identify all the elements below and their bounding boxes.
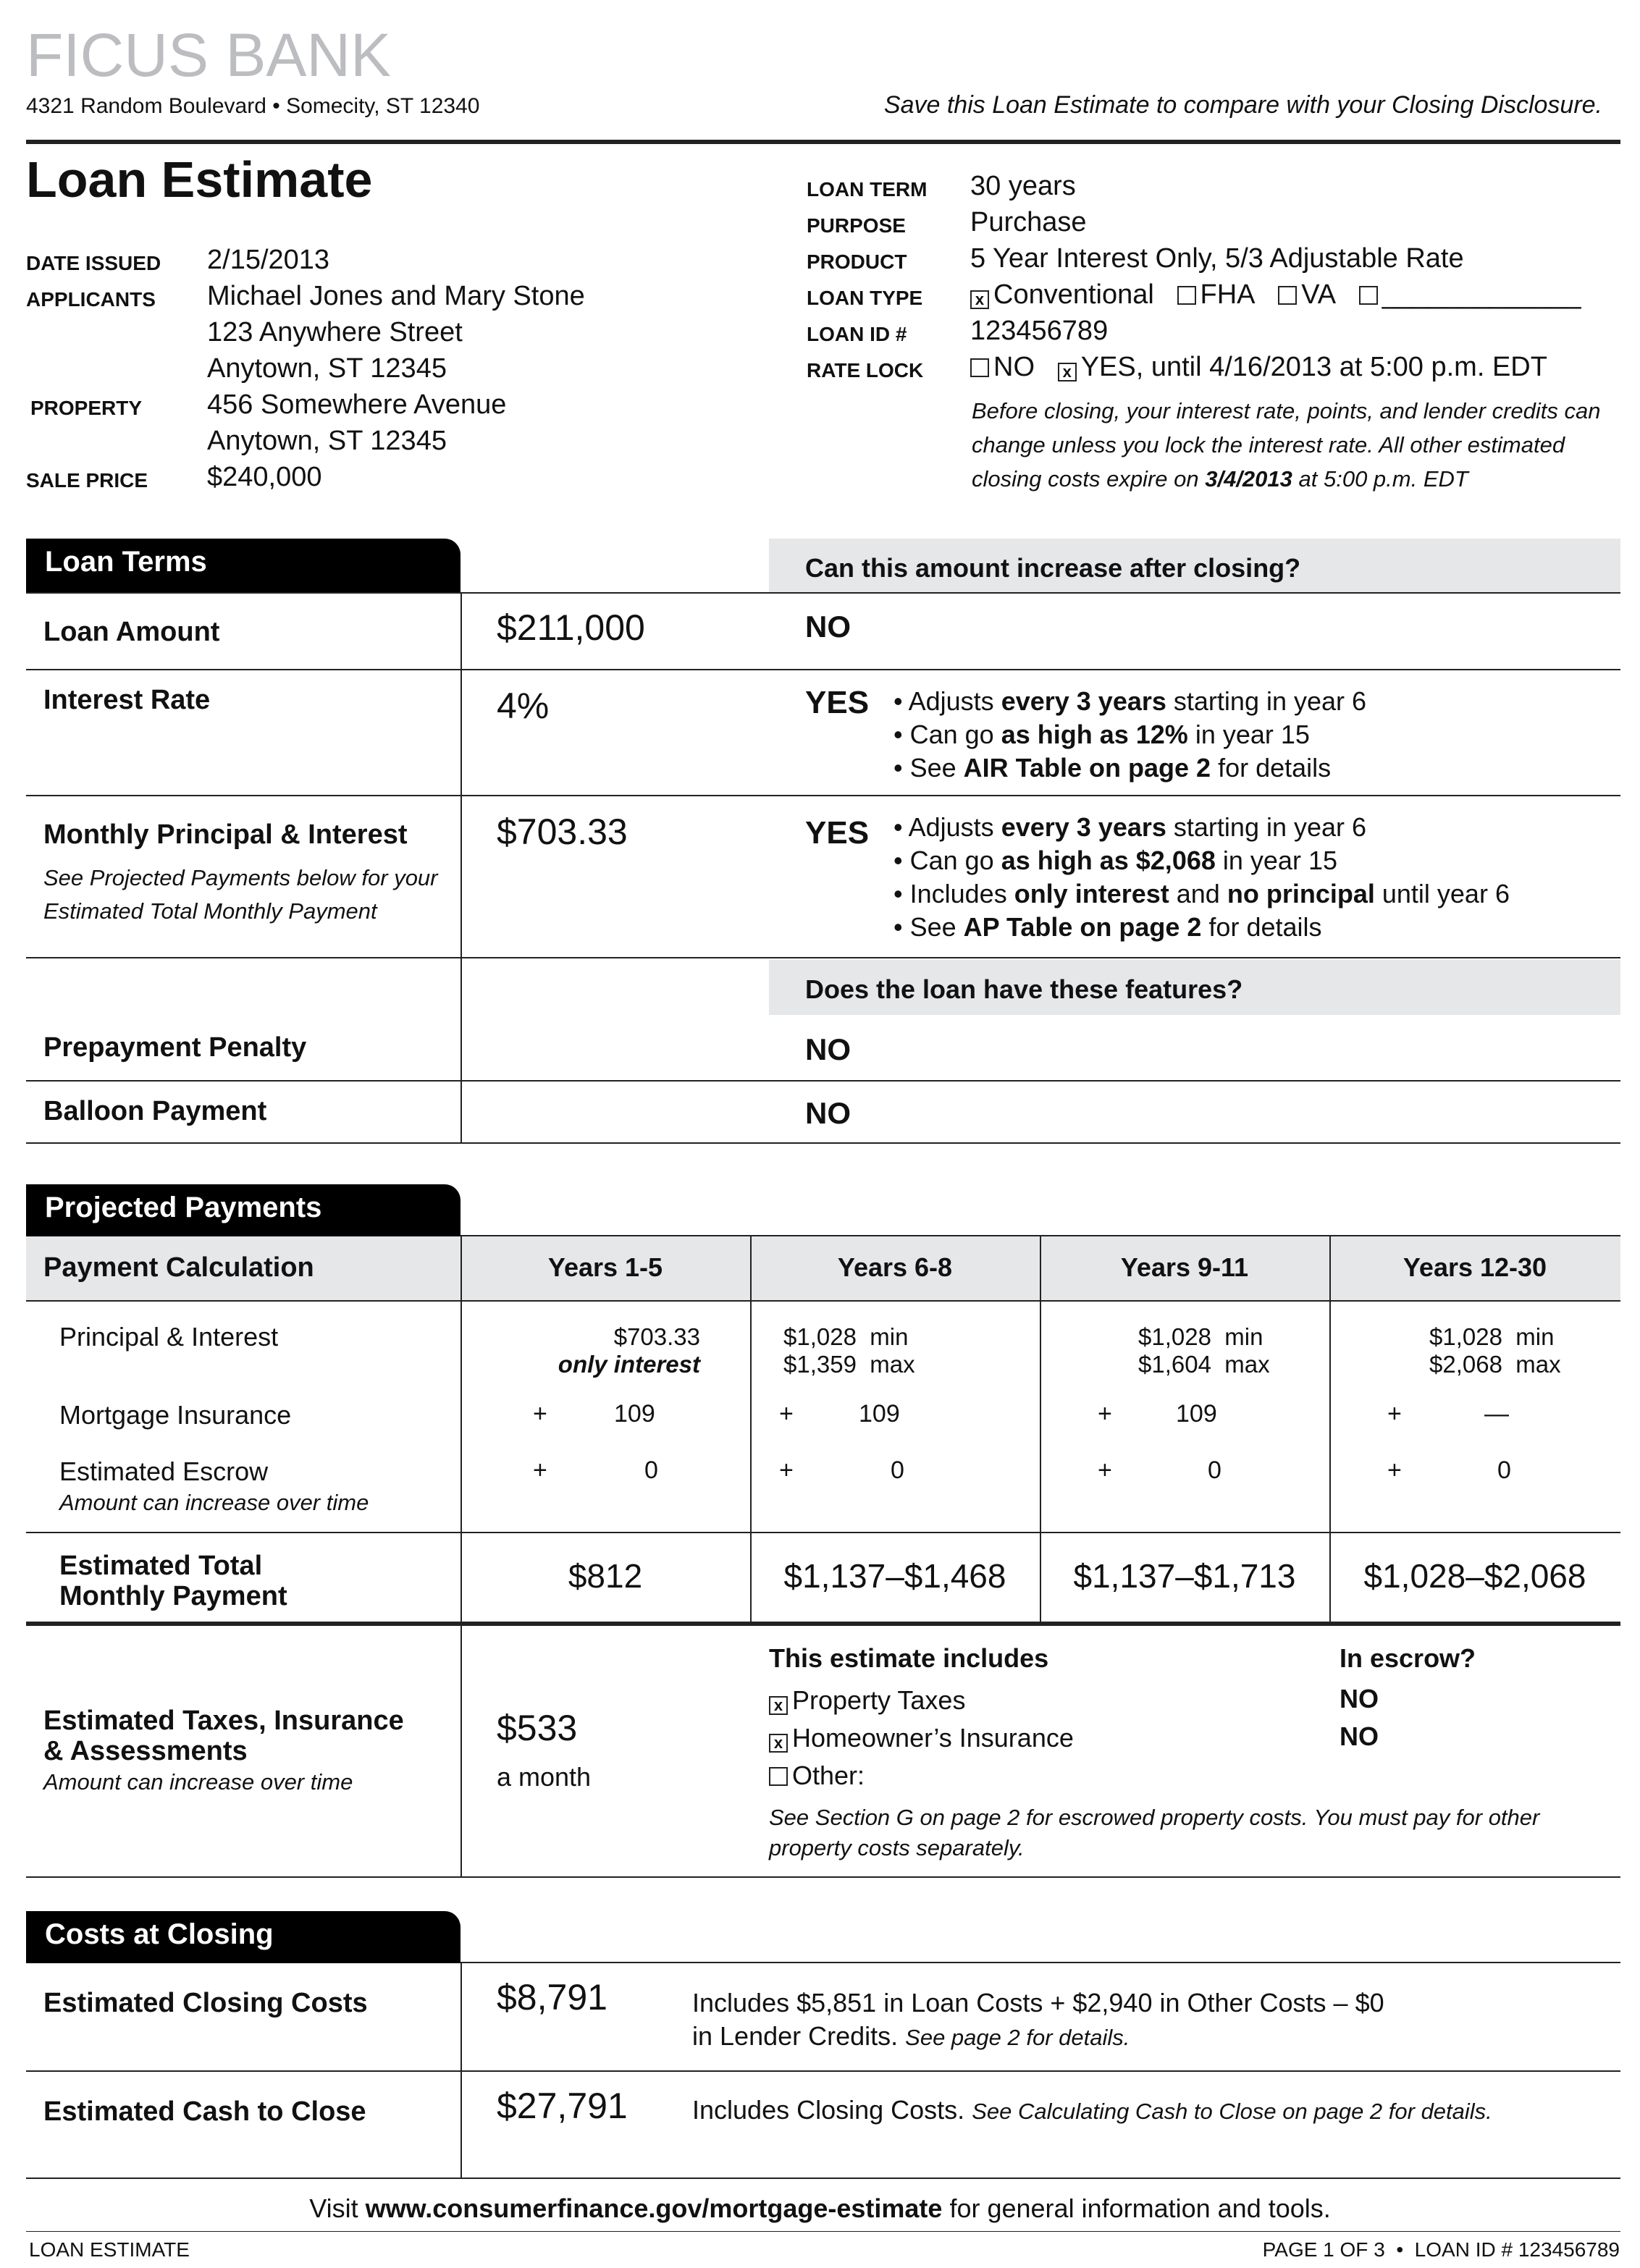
mi-value: 109: [614, 1400, 655, 1428]
monthly-pi-details: [893, 811, 1510, 944]
visit-line: Visit www.consumerfinance.gov/mortgage-estimate for general information and tools.: [309, 2193, 1331, 2223]
checkbox-icon[interactable]: [1359, 286, 1378, 305]
total-value: $1,137–$1,468: [783, 1557, 1006, 1595]
rate-lock-no: NO: [993, 352, 1035, 382]
checkbox-checked-icon[interactable]: x: [1058, 363, 1077, 381]
include-item: x Homeowner’s Insurance: [769, 1723, 1074, 1753]
plus-sign: +: [779, 1400, 794, 1428]
taxes-label: Estimated Taxes, Insurance & Assessments: [43, 1706, 404, 1766]
escrow-value: 0: [1208, 1457, 1221, 1484]
taxes-note: Amount can increase over time: [43, 1769, 353, 1795]
mi-value: —: [1484, 1400, 1509, 1428]
mi-label: Mortgage Insurance: [59, 1400, 292, 1430]
loan-type-options: [970, 279, 1581, 311]
product: 5 Year Interest Only, 5/3 Adjustable Rate: [970, 243, 1464, 274]
escrow-value: 0: [891, 1457, 904, 1484]
mi-value: 109: [1176, 1400, 1217, 1428]
loan-terms-tab: Loan Terms: [26, 539, 461, 592]
divider: [26, 1300, 1620, 1302]
page-title: Loan Estimate: [26, 151, 373, 208]
pi-label: Principal & Interest: [59, 1322, 279, 1352]
escrow-label: Estimated Escrow: [59, 1457, 269, 1486]
note-text: at 5:00 p.m. EDT: [1292, 466, 1468, 492]
loan-amount-value: $211,000: [497, 607, 645, 648]
divider: [26, 592, 1620, 594]
taxes-period: a month: [497, 1762, 592, 1792]
escrow-value: 0: [644, 1457, 658, 1484]
loan-id-label: LOAN ID #: [807, 323, 907, 345]
closing-costs-label: Estimated Closing Costs: [43, 1988, 368, 2018]
bank-address: 4321 Random Boulevard • Somecity, ST 12340: [26, 94, 480, 118]
loan-id: 123456789: [970, 316, 1109, 346]
property-line: Anytown, ST 12345: [207, 426, 447, 456]
property-line: 456 Somewhere Avenue: [207, 389, 507, 420]
closing-costs-desc: Includes $5,851 in Loan Costs + $2,940 in Other Costs – $0 in Lender Credits. See page 2 for details.: [692, 1988, 1384, 2051]
escrow-note: Amount can increase over time: [59, 1490, 369, 1515]
checkbox-icon[interactable]: [1177, 286, 1196, 305]
interest-rate-answer: YES: [805, 685, 870, 720]
divider: [26, 795, 1620, 796]
loan-type-fha: FHA: [1200, 279, 1256, 310]
interest-rate-details: [893, 685, 1366, 785]
escrow-answer: NO: [1340, 1721, 1379, 1751]
column-header: Years 6-8: [837, 1252, 953, 1282]
column-header: Years 12-30: [1403, 1252, 1547, 1282]
checkbox-icon[interactable]: [970, 358, 989, 377]
footer-left: LOAN ESTIMATE: [29, 2238, 190, 2261]
features-question: Does the loan have these features?: [805, 974, 1243, 1004]
divider: [26, 1142, 1620, 1144]
total-value: $1,028–$2,068: [1363, 1557, 1586, 1595]
pi-value: $703.33 only interest: [558, 1323, 700, 1378]
pi-value: $1,028 min $1,604 max: [1138, 1323, 1270, 1378]
purpose-label: PURPOSE: [807, 214, 906, 237]
detail-bullet: • Includes only interest and no principal until year 6: [893, 879, 1510, 909]
footer-right: PAGE 1 OF 3 • LOAN ID # 123456789: [1262, 2238, 1620, 2261]
thick-divider: [26, 1622, 1620, 1626]
pi-value: $1,028 min $2,068 max: [1429, 1323, 1561, 1378]
property-label: PROPERTY: [30, 397, 143, 419]
loan-amount-answer: NO: [805, 610, 851, 644]
plus-sign: +: [533, 1457, 547, 1484]
divider: [26, 669, 1620, 670]
total-value: $812: [568, 1557, 643, 1595]
plus-sign: +: [1387, 1400, 1402, 1428]
payment-calc-label: Payment Calculation: [43, 1252, 314, 1283]
date-issued-label: DATE ISSUED: [26, 252, 161, 274]
footer-rule: [26, 2231, 1620, 2232]
detail-bullet: • Adjusts every 3 years starting in year 6: [893, 812, 1367, 842]
save-note: Save this Loan Estimate to compare with your Closing Disclosure.: [883, 91, 1602, 119]
prepayment-label: Prepayment Penalty: [43, 1032, 307, 1063]
rate-lock-options: [970, 352, 1547, 383]
monthly-pi-note: See Projected Payments below for your Estimated Total Monthly Payment: [43, 865, 438, 924]
interest-rate-label: Interest Rate: [43, 685, 211, 715]
loan-term: 30 years: [970, 171, 1076, 201]
monthly-pi-value: $703.33: [497, 811, 628, 852]
cash-to-close-desc: Includes Closing Costs. See Calculating Cash to Close on page 2 for details.: [692, 2095, 1492, 2125]
taxes-value: $533: [497, 1708, 578, 1748]
plus-sign: +: [533, 1400, 547, 1428]
total-value: $1,137–$1,713: [1073, 1557, 1296, 1595]
cash-to-close-value: $27,791: [497, 2086, 628, 2126]
costs-at-closing-tab: Costs at Closing: [26, 1911, 461, 1963]
taxes-footnote: See Section G on page 2 for escrowed property costs. You must pay for other property costs separately.: [769, 1805, 1540, 1860]
loan-type-va: VA: [1301, 279, 1337, 310]
pi-value: $1,028 min $1,359 max: [783, 1323, 915, 1378]
plus-sign: +: [1387, 1457, 1402, 1484]
applicants-label: APPLICANTS: [26, 288, 156, 311]
loan-type-other: _____________: [1382, 279, 1581, 310]
sale-price-label: SALE PRICE: [26, 469, 148, 492]
escrow-answer: NO: [1340, 1684, 1379, 1713]
detail-bullet: • See AP Table on page 2 for details: [893, 912, 1322, 942]
purpose: Purchase: [970, 207, 1087, 237]
increase-question: Can this amount increase after closing?: [805, 553, 1301, 583]
sale-price: $240,000: [207, 462, 322, 492]
rate-lock-note: [972, 394, 1623, 496]
applicant-line: 123 Anywhere Street: [207, 317, 463, 347]
divider: [461, 1962, 1620, 1963]
applicant-line: Michael Jones and Mary Stone: [207, 281, 585, 311]
bank-logo: FICUS BANK: [26, 21, 392, 89]
divider: [26, 1080, 1620, 1082]
detail-bullet: • Can go as high as 12% in year 15: [893, 720, 1310, 749]
rate-lock-label: RATE LOCK: [807, 359, 924, 381]
projected-payments-tab: Projected Payments: [26, 1184, 461, 1236]
include-item: x Property Taxes: [769, 1685, 965, 1716]
date-issued: 2/15/2013: [207, 245, 330, 275]
balloon-label: Balloon Payment: [43, 1096, 267, 1126]
loan-amount-label: Loan Amount: [43, 617, 220, 647]
plus-sign: +: [779, 1457, 794, 1484]
note-date: 3/4/2013: [1205, 466, 1292, 492]
product-label: PRODUCT: [807, 250, 907, 273]
cash-to-close-label: Estimated Cash to Close: [43, 2096, 366, 2127]
loan-term-label: LOAN TERM: [807, 178, 928, 201]
balloon-answer: NO: [805, 1096, 851, 1130]
divider: [26, 1876, 1620, 1878]
includes-label: This estimate includes: [769, 1643, 1049, 1673]
detail-bullet: • See AIR Table on page 2 for details: [893, 753, 1332, 783]
detail-bullet: • Can go as high as $2,068 in year 15: [893, 846, 1337, 875]
mi-value: 109: [859, 1400, 900, 1428]
loan-type-conventional: Conventional: [993, 279, 1154, 310]
escrow-value: 0: [1497, 1457, 1511, 1484]
column-header: Years 1-5: [547, 1252, 663, 1282]
header-rule: [26, 140, 1620, 144]
rate-lock-yes: YES, until 4/16/2013 at 5:00 p.m. EDT: [1080, 352, 1547, 382]
monthly-pi-label: Monthly Principal & Interest: [43, 819, 408, 850]
plus-sign: +: [1098, 1400, 1112, 1428]
loan-type-label: LOAN TYPE: [807, 287, 923, 309]
checkbox-icon[interactable]: [1278, 286, 1297, 305]
column-header: Years 9-11: [1120, 1252, 1249, 1282]
note-text: Before closing, your interest rate, points, and lender credits can change unless you lock the interest rate. All other estimated closing costs expire on: [972, 398, 1601, 492]
divider: [26, 2178, 1620, 2179]
column-divider: [461, 1626, 462, 1878]
monthly-pi-answer: YES: [805, 815, 870, 851]
interest-rate-value: 4%: [497, 686, 550, 726]
checkbox-checked-icon[interactable]: x: [769, 1734, 788, 1753]
include-item: Other:: [769, 1761, 865, 1791]
checkbox-icon[interactable]: [769, 1767, 788, 1786]
checkbox-checked-icon[interactable]: x: [769, 1696, 788, 1715]
divider: [26, 2070, 1620, 2072]
plus-sign: +: [1098, 1457, 1112, 1484]
prepayment-answer: NO: [805, 1032, 851, 1066]
in-escrow-label: In escrow?: [1340, 1643, 1476, 1673]
applicant-line: Anytown, ST 12345: [207, 353, 447, 384]
detail-bullet: • Adjusts every 3 years starting in year 6: [893, 686, 1367, 716]
closing-costs-value: $8,791: [497, 1977, 607, 2018]
cfpb-link[interactable]: www.consumerfinance.gov/mortgage-estimate: [365, 2193, 943, 2223]
checkbox-checked-icon[interactable]: x: [970, 290, 989, 309]
total-label: Estimated Total Monthly Payment: [59, 1551, 287, 1611]
divider: [26, 957, 1620, 958]
divider: [26, 1532, 1620, 1533]
